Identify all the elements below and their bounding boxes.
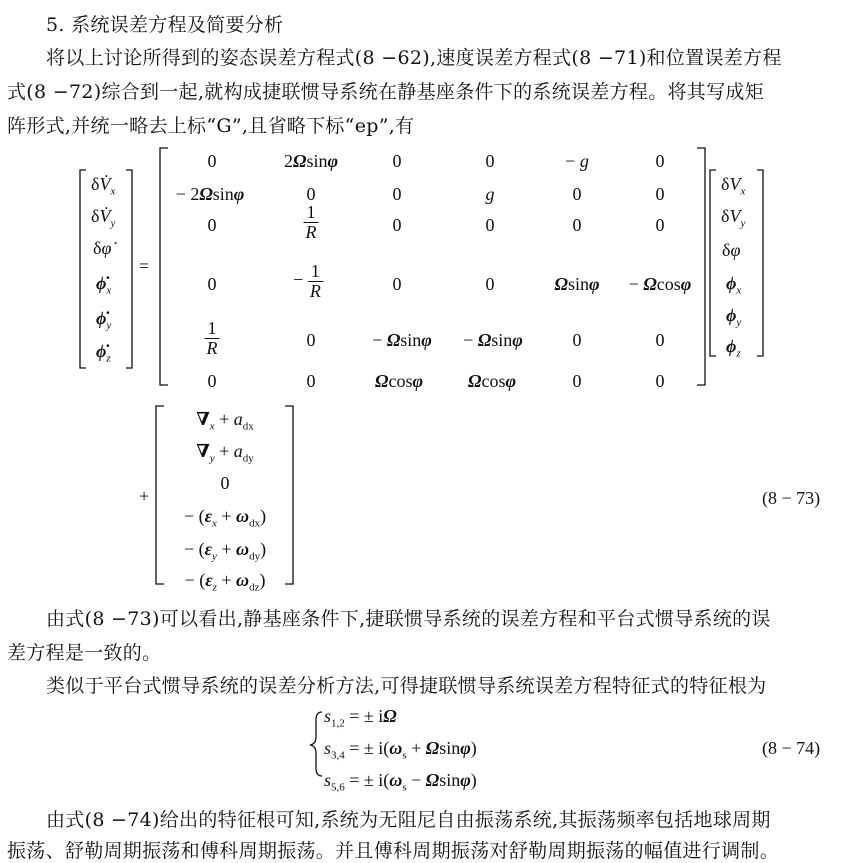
paragraph-1-line-3: 阵形式,并统一略去上标“G”,且省略下标“ep”,有 bbox=[7, 115, 415, 137]
noise-cell: $\nabla_y + a_{dy}$ bbox=[196, 441, 254, 465]
matrix-cell: $\frac{1}{R}$ bbox=[206, 318, 218, 358]
section-heading: 5. 系统误差方程及简要分析 bbox=[46, 14, 284, 36]
lhs-phiy-dot: $\phi̇_y$ bbox=[96, 308, 112, 332]
matrix-cell: − $\frac{1}{R}$ bbox=[293, 261, 321, 301]
lhs-dphi-dot: δφ̇ bbox=[93, 238, 112, 258]
matrix-cell: 0 bbox=[207, 274, 217, 294]
matrix-cell: − Ωcosφ bbox=[628, 274, 692, 294]
paragraph-1-line-2: 式(8 −72)综合到一起,就构成捷联惯导系统在静基座条件下的系统误差方程。将其写成矩 bbox=[7, 81, 764, 103]
paragraph-2-line-1: 由式(8 −73)可以看出,静基座条件下,捷联惯导系统的误差方程和平台式惯导系统的误 bbox=[46, 608, 771, 630]
root-s56: $s_{5,6}$ = ± $i(\omega_s - \Omega\sin\varphi)$ bbox=[324, 770, 477, 794]
root-s34: $s_{3,4}$ = ± $i(\omega_s + \Omega\sin\varphi)$ bbox=[324, 738, 477, 762]
matrix-cell: 0 bbox=[572, 215, 582, 235]
matrix-cell: 0 bbox=[306, 371, 316, 391]
matrix-cell: 0 bbox=[572, 371, 582, 391]
state-phiy: $\phi_y$ bbox=[726, 305, 742, 329]
matrix-cell: 0 bbox=[392, 274, 402, 294]
matrix-cell: − g bbox=[565, 151, 589, 171]
matrix-cell: 0 bbox=[306, 330, 316, 350]
matrix-cell: 0 bbox=[485, 215, 495, 235]
matrix-cell: Ωcosφ bbox=[375, 371, 423, 391]
paragraph-4-line-1: 由式(8 −74)给出的特征根可知,系统为无阻尼自由振荡系统,其振荡频率包括地球周期 bbox=[46, 809, 771, 831]
lhs-phiz-dot: $\phi̇_z$ bbox=[96, 341, 111, 365]
noise-cell: − $(\varepsilon_z + \omega_{dz})$ bbox=[184, 570, 266, 594]
lhs-phix-dot: $\phi̇_x$ bbox=[96, 273, 112, 297]
state-phix: $\phi_x$ bbox=[726, 273, 742, 297]
equals-sign: = bbox=[139, 256, 150, 276]
matrix-cell: − Ωsinφ bbox=[372, 330, 432, 350]
matrix-cell: 0 bbox=[485, 274, 495, 294]
matrix-cell: $\frac{1}{R}$ bbox=[305, 202, 317, 242]
matrix-cell: 0 bbox=[207, 371, 217, 391]
matrix-cell: 0 bbox=[207, 151, 217, 171]
matrix-cell: g bbox=[485, 184, 495, 204]
lhs-dVy-dot: $\delta V̇_y$ bbox=[91, 206, 116, 230]
matrix-cell: 0 bbox=[655, 215, 665, 235]
matrix-cell: 0 bbox=[655, 330, 665, 350]
matrix-cell: − 2Ωsinφ bbox=[175, 184, 245, 204]
paragraph-3: 类似于平台式惯导系统的误差分析方法,可得捷联惯导系统误差方程特征式的特征根为 bbox=[46, 675, 767, 697]
matrix-cell: 0 bbox=[306, 184, 316, 204]
matrix-cell: 0 bbox=[392, 184, 402, 204]
matrix-cell: 0 bbox=[572, 184, 582, 204]
noise-cell: $\nabla_x + a_{dx}$ bbox=[196, 409, 254, 433]
state-dphi: δφ bbox=[722, 240, 741, 260]
matrix-cell: 0 bbox=[655, 371, 665, 391]
matrix-cell: 0 bbox=[572, 330, 582, 350]
equation-label-8-73: (8 − 73) bbox=[762, 488, 821, 508]
matrix-cell: 0 bbox=[655, 151, 665, 171]
noise-cell: − $(\varepsilon_y + \omega_{dy})$ bbox=[183, 539, 267, 563]
noise-cell: 0 bbox=[220, 473, 230, 493]
root-s12: $s_{1,2}$ = ± iΩ bbox=[324, 706, 397, 730]
matrix-cell: 0 bbox=[655, 184, 665, 204]
paragraph-4-line-2: 振荡、舒勒周期振荡和傅科周期振荡。并且傅科周期振荡对舒勒周期振荡的幅值进行调制。 bbox=[7, 840, 780, 862]
state-phiz: $\phi_z$ bbox=[726, 336, 741, 360]
matrix-cell: − Ωsinφ bbox=[463, 330, 523, 350]
equation-label-8-74: (8 − 74) bbox=[762, 738, 821, 758]
matrix-cell: 2Ωsinφ bbox=[284, 151, 338, 171]
matrix-cell: 0 bbox=[485, 151, 495, 171]
matrix-cell: 0 bbox=[392, 215, 402, 235]
matrix-cell: 0 bbox=[207, 215, 217, 235]
paragraph-2-line-2: 差方程是一致的。 bbox=[7, 642, 162, 664]
matrix-cell: Ωsinφ bbox=[554, 274, 600, 294]
paragraph-1-line-1: 将以上讨论所得到的姿态误差方程式(8 −62),速度误差方程式(8 −71)和位置误差方程 bbox=[46, 47, 782, 69]
noise-cell: − $(\varepsilon_x + \omega_{dx})$ bbox=[183, 506, 267, 530]
matrix-cell: Ωcosφ bbox=[468, 371, 516, 391]
lhs-dVx-dot: $\delta V̇_x$ bbox=[91, 174, 116, 198]
plus-sign: + bbox=[139, 486, 150, 506]
state-dVy: $\delta V_y$ bbox=[721, 206, 746, 230]
state-dVx: $\delta V_x$ bbox=[721, 174, 746, 198]
matrix-cell: 0 bbox=[392, 151, 402, 171]
